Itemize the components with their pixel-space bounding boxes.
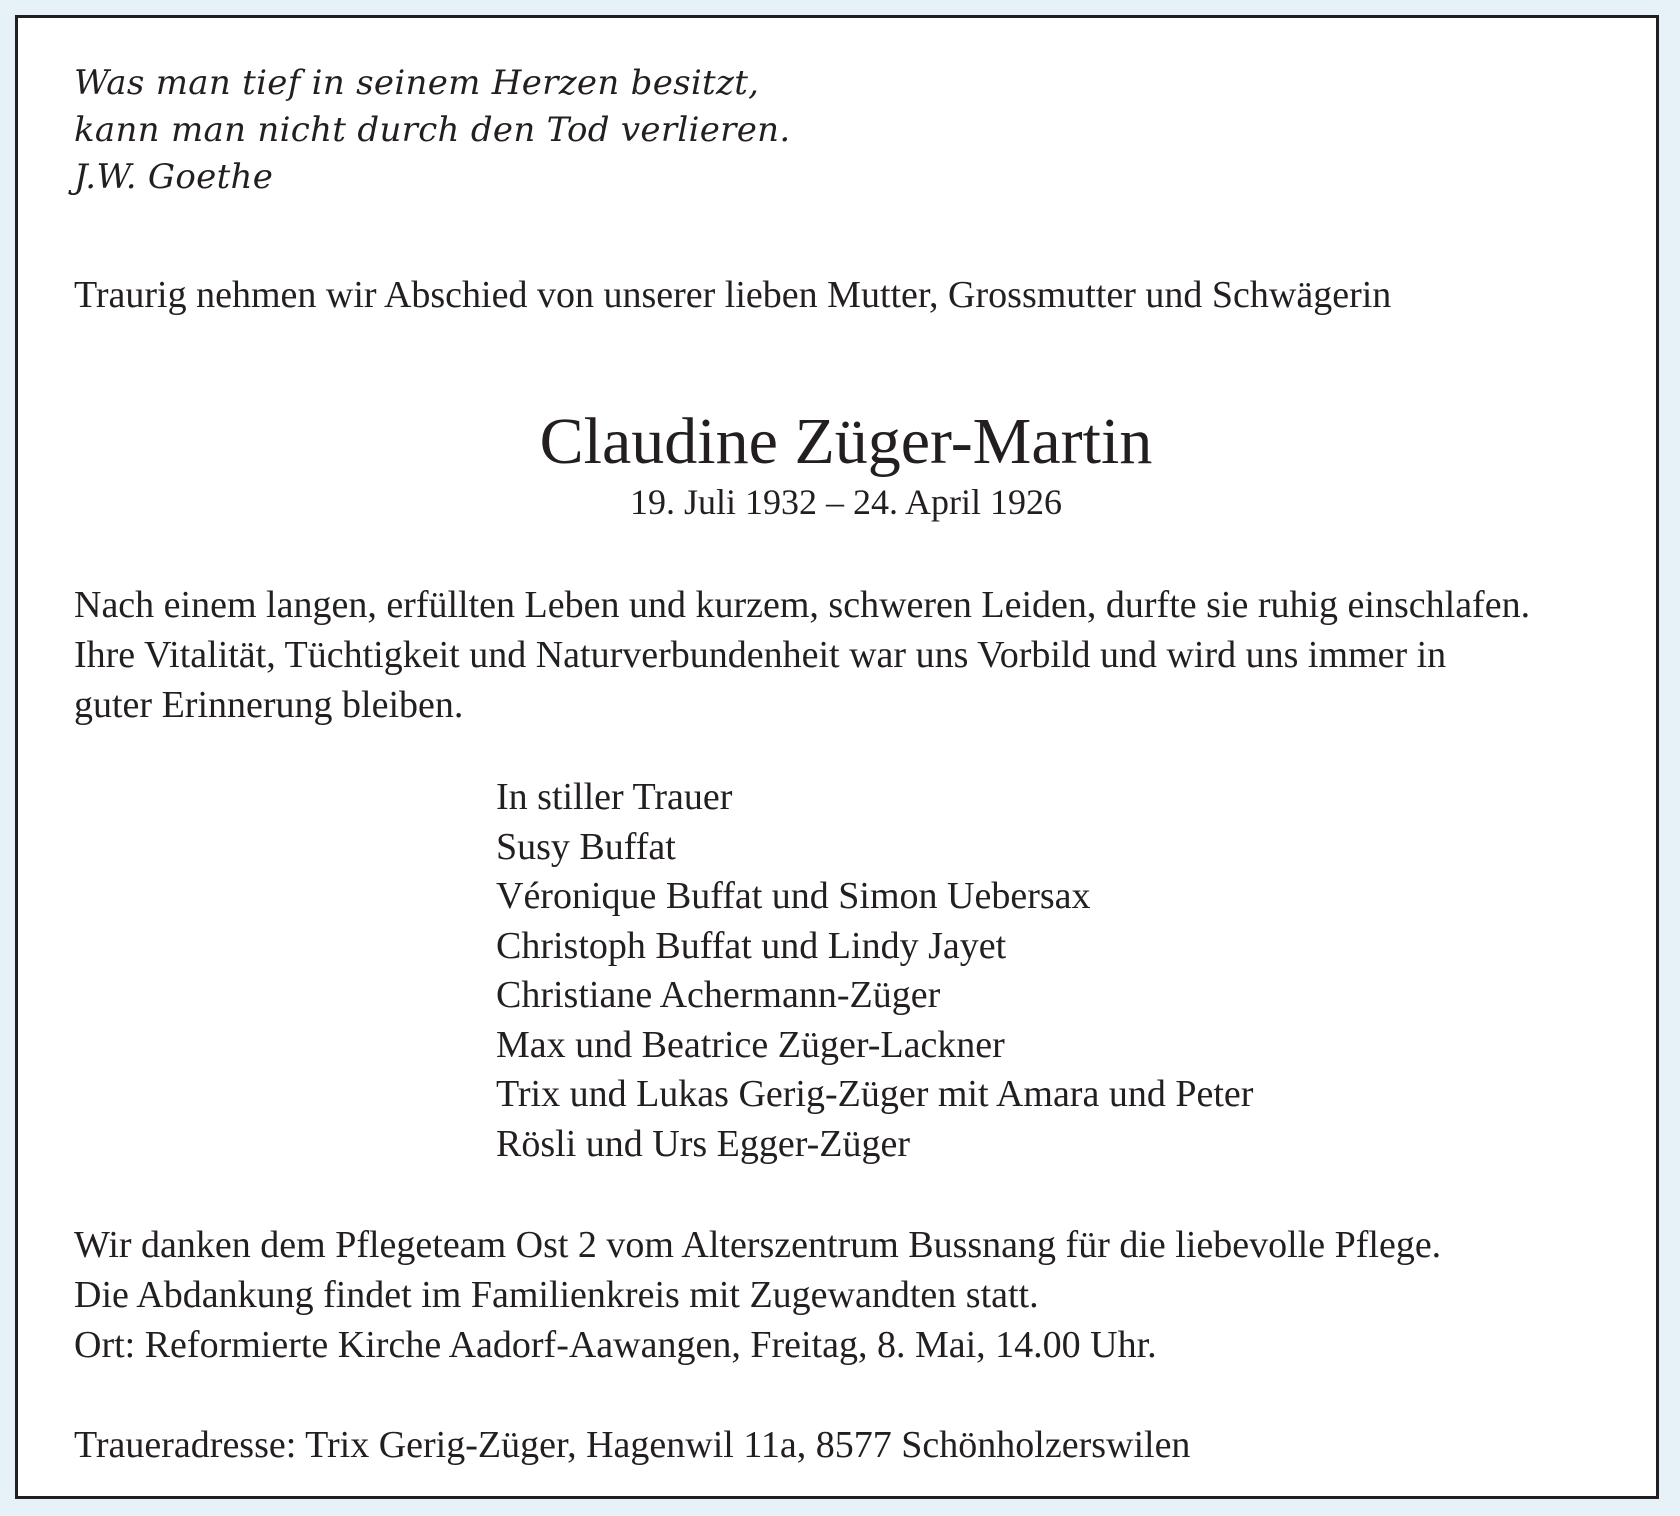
mourner-name: Véronique Buffat und Simon Uebersax [496,875,1091,917]
quote-line: kann man nicht durch den Tod verlieren. [74,110,791,150]
closing-line: Die Abdankung findet im Familienkreis mit Zugewandten statt. [74,1274,1039,1316]
tribute-line: guter Erinnerung bleiben. [74,684,464,726]
deceased-dates: 19. Juli 1932 – 24. April 1926 [629,482,1063,522]
deceased-name: Claudine Züger-Martin [539,405,1153,478]
intro-text: Traurig nehmen wir Abschied von unserer lieben Mutter, Grossmutter und Schwägerin [74,274,1392,316]
mourners-list [496,773,1253,1169]
tribute-line: Nach einem langen, erfüllten Leben und kurzem, schweren Leiden, durfte sie ruhig einschlafen. [74,584,1531,626]
mourners-heading: In stiller Trauer [496,776,733,818]
mourner-name: Christiane Achermann-Züger [496,974,941,1016]
closing-line: Ort: Reformierte Kirche Aadorf-Aawangen, Freitag, 8. Mai, 14.00 Uhr. [74,1324,1157,1366]
goethe-quote [74,60,790,201]
mourner-name: Susy Buffat [496,825,676,868]
closing-paragraph [74,1220,1614,1370]
mourner-name: Trix und Lukas Gerig-Züger mit Amara und Peter [496,1073,1254,1115]
mourning-address: Traueradresse: Trix Gerig-Züger, Hagenwil 11a, 8577 Schönholzerswilen [74,1424,1191,1466]
obituary-notice [15,15,1659,1499]
tribute-paragraph [74,580,1614,730]
quote-author: J.W. Goethe [74,157,274,197]
mourner-name: Rösli und Urs Egger-Züger [496,1122,910,1165]
quote-line: Was man tief in seinem Herzen besitzt, [74,63,760,103]
mourner-name: Christoph Buffat und Lindy Jayet [496,924,1007,967]
closing-line: Wir danken dem Pflegeteam Ost 2 vom Alterszentrum Bussnang für die liebevolle Pflege. [74,1224,1442,1266]
tribute-line: Ihre Vitalität, Tüchtigkeit und Naturverbundenheit war uns Vorbild und wird uns immer in [74,634,1447,676]
mourner-name: Max und Beatrice Züger-Lackner [496,1023,1005,1066]
